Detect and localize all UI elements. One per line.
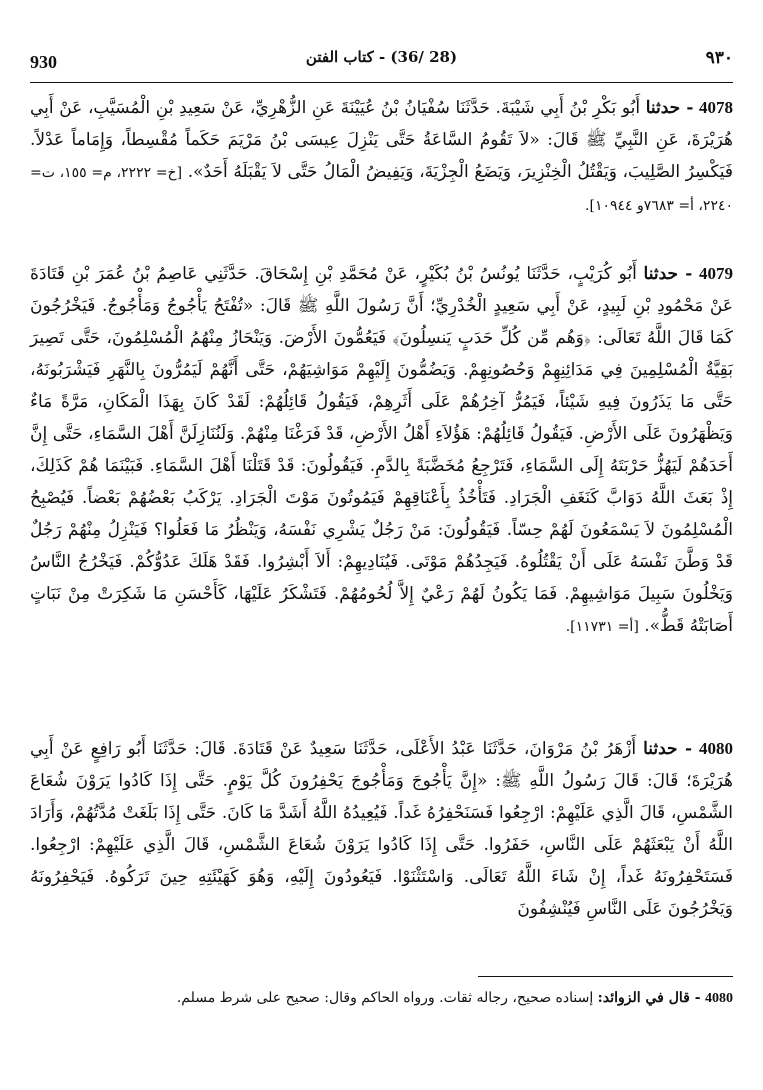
hadith-number: 4079 (699, 264, 734, 283)
hadith-number: 4078 (699, 98, 734, 117)
page-number-arabic: ٩٣٠ (705, 48, 733, 68)
footnote-divider (478, 976, 733, 977)
hadith-text: أَبُو بَكْرِ بْنُ أَبِي شَيْبَةَ. حَدَّثَنَا سُفْيَانُ بْنُ عُيَيْنَةَ عَنِ الزُّهْرِيِّ، عَنْ سَعِيدِ بْنِ الْمُسَيَّبِ، عَنْ أَبِي هُرَيْرَةَ، عَنِ النَّبِيِّ ﷺ قَالَ: «لاَ تَقُومُ السَّاعَةُ حَتَّى يَنْزِلَ عِيسَى بْنُ مَرْيَمَ حَكَماً مُقْسِطاً، وَإِمَاماً عَدْلاً. فَيَكْسِرُ الصَّلِيبَ، وَيَقْتُلُ الْخِنْزِيرَ، وَيَضَعُ الْجِزْيَةَ، وَيَفِيضُ الْمَالُ حَتَّى لاَ يَقْبَلَهُ أَحَدٌ». (30, 98, 733, 182)
hadith-number: 4080 (699, 739, 733, 758)
page-number-latin: 930 (30, 52, 57, 72)
hadith-text: أَزْهَرُ بْنُ مَرْوَانَ، حَدَّثَنَا عَبْدُ الأَعْلَى، حَدَّثَنَا سَعِيدٌ عَنْ قَتَادَةَ. قَالَ: حَدَّثَنَا أَبُو رَافِعٍ عَنْ أَبِي هُرَيْرَةَ؛ قَالَ: قَالَ رَسُولُ اللَّهِ ﷺ: «إِنَّ يَأْجُوجَ وَمَأْجُوجَ يَحْفِرُونَ كُلَّ يَوْمٍ. حَتَّى إِذَا كَادُوا يَرَوْنَ شُعَاعَ الشَّمْسِ، قَالَ الَّذِي عَلَيْهِمْ: ارْجِعُوا فَسَنَحْفِرُهُ غَداً. فَيُعِيدُهُ اللَّهُ أَشَدَّ مَا كَانَ. حَتَّى إِذَا بَلَغَتْ مُدَّتُهُمْ، وَأَرَادَ اللَّهُ أَنْ يَبْعَثَهُمْ عَلَى النَّاسِ، حَفَرُوا. حَتَّى إِذَا كَادُوا يَرَوْنَ شُعَاعَ الشَّمْسِ، قَالَ الَّذِي عَلَيْهِمْ: ارْجِعُوا. فَسَتَحْفِرُونَهُ غَداً، إِنْ شَاءَ اللَّهُ تَعَالَى. وَاسْتَثْنَوْا. فَيَعُودُونَ إِلَيْهِ، وَهُوَ كَهَيْئَتِهِ حِينَ تَرَكُوهُ. فَيَحْفِرُونَهُ وَيَخْرُجُونَ عَلَى النَّاسِ فَيُنْشِفُونَ (30, 739, 733, 919)
hadith-4078 (30, 92, 733, 222)
hadith-4080 (30, 733, 733, 925)
footnote-text: إسناده صحيح، رجاله ثقات. ورواه الحاكم وقال: صحيح على شرط مسلم. (176, 990, 594, 1006)
footnote (30, 988, 733, 1009)
footnote-label: - قال في الزوائد: (597, 990, 701, 1006)
hadith-text: أَبُو كُرَيْبٍ، حَدَّثَنَا يُونُسُ بْنُ بُكَيْرٍ، عَنْ مُحَمَّدِ بْنِ إِسْحَاقَ. حَدَّثَنِي عَاصِمُ بْنُ عُمَرَ بْنِ قَتَادَةَ عَنْ مَحْمُودِ بْنِ لَبِيدٍ، عَنْ أَبِي سَعِيدٍ الْخُدْرِيِّ؛ أَنَّ رَسُولَ اللَّهِ ﷺ قَالَ: «تُفْتَحُ يَأْجُوجُ وَمَأْجُوجُ. فَيَخْرُجُونَ كَمَا قَالَ اللَّهُ تَعَالَى: ﴿وَهُم مِّن كُلِّ حَدَبٍ يَنسِلُونَ﴾ فَيَعُمُّونَ الأَرْضَ. وَيَنْحَازُ مِنْهُمُ الْمُسْلِمُونَ، حَتَّى تَصِيرَ بَقِيَّةُ الْمُسْلِمِينَ فِي مَدَائِنِهِمْ وَحُصُونِهِمْ. وَيَضُمُّونَ إِلَيْهِمْ مَوَاشِيَهُمْ، حَتَّى أَنَّهُمْ لَيَمُرُّونَ بِالنَّهَرِ فَيَشْرَبُونَهُ، حَتَّى مَا يَذَرُونَ فِيهِ شَيْئاً، فَيَمُرُّ آخِرُهُمْ عَلَى أَثَرِهِمْ، فَيَقُولُ قَائِلُهُمْ: لَقَدْ كَانَ بِهَذَا الْمَكَانِ، مَرَّةً مَاءٌ وَيَظْهَرُونَ عَلَى الأَرْضِ. فَيَقُولُ قَائِلُهُمْ: هَؤُلاَءِ أَهْلُ الأَرْضِ، قَدْ فَرَغْنَا مِنْهُمْ. وَلَنُنَازِلَنَّ أَهْلَ السَّمَاءِ، حَتَّى إِنَّ أَحَدَهُمْ لَيَهُزُّ حَرْبَتَهُ إِلَى السَّمَاءِ، فَتَرْجِعُ مُخَضَّبَةً بِالدَّمِ. فَيَقُولُونَ: قَدْ قَتَلْنَا أَهْلَ السَّمَاءِ. فَبَيْنَمَا هُمْ كَذَلِكَ، إِذْ بَعَثَ اللَّهُ دَوَابَّ كَنَغَفِ الْجَرَادِ. فَتَأْخُذُ بِأَعْنَاقِهِمْ فَيَمُوتُونَ مَوْتَ الْجَرَادِ. يَرْكَبُ بَعْضُهُمْ بَعْضاً. فَيُصْبِحُ الْمُسْلِمُونَ لاَ يَسْمَعُونَ لَهُمْ حِسّاً. فَيَقُولُونَ: مَنْ رَجُلٌ يَشْرِي نَفْسَهُ، وَيَنْظُرُ مَا فَعَلُوا؟ فَيَنْزِلُ مِنْهُمْ رَجُلٌ قَدْ وَطَّنَ نَفْسَهُ عَلَى أَنْ يَقْتُلُوهُ. فَيَجِدُهُمْ مَوْتَى. فَيُنَادِيهِمْ: أَلاَ أَبْشِرُوا. فَقَدْ هَلَكَ عَدُوُّكُمْ. فَيَخْرُجُ النَّاسُ وَيَخْلُونَ سَبِيلَ مَوَاشِيهِمْ. فَمَا يَكُونُ لَهُمْ رَعْيٌ إِلاَّ لُحُومُهُمْ. فَتَشْكَرُ عَلَيْهَا، كَأَحْسَنِ مَا شَكِرَتْ مِنْ نَبَاتٍ أَصَابَتْهُ قَطُّ». (30, 264, 733, 636)
page-header (30, 40, 733, 80)
header-divider (30, 82, 733, 83)
hadith-reference: [خ= ٢٢٢٢، م= ١٥٥، ت= ٢٢٤٠، أ= ٧٦٨٣و ١٠٩٤٤]. (30, 165, 733, 214)
hadith-opening: - حدثنا (643, 264, 693, 284)
hadith-opening: - حدثنا (645, 98, 694, 118)
hadith-reference: [أ= ١١٧٣١]. (565, 619, 639, 635)
footnote-number: 4080 (705, 991, 733, 1006)
running-title: (28 /36) - كتاب الفتن (305, 48, 458, 66)
hadith-4079 (30, 258, 733, 643)
hadith-opening: - حدثنا (643, 739, 693, 759)
